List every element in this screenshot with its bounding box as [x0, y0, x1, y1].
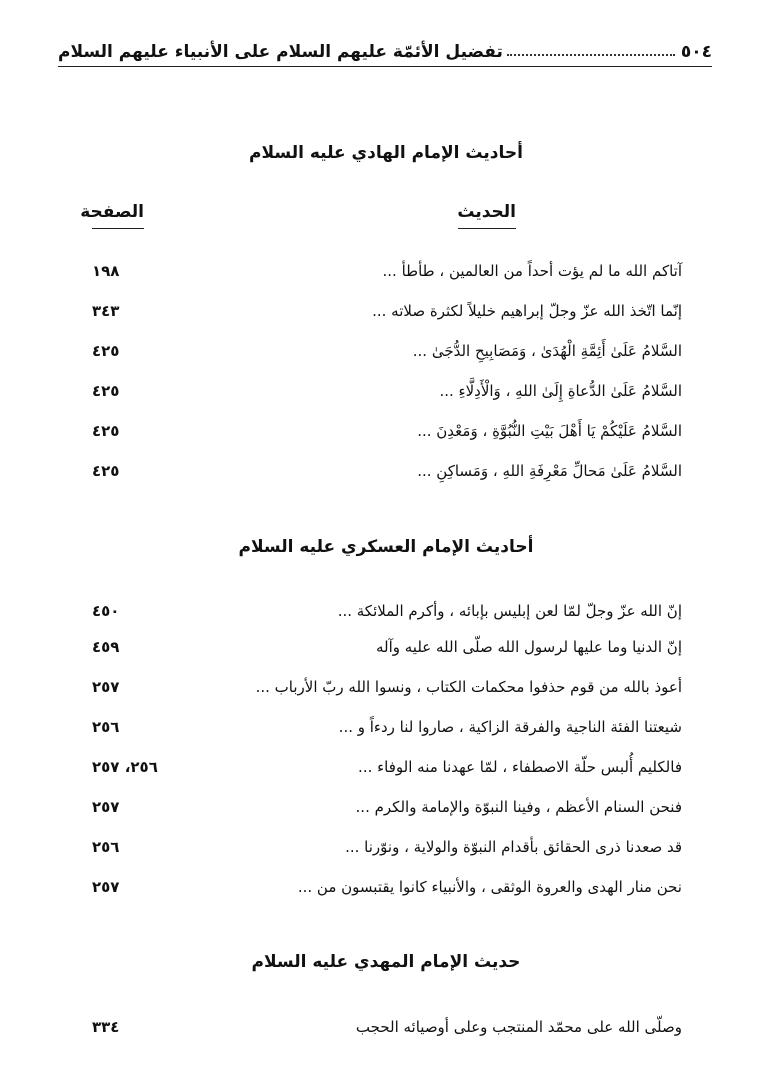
table-row: [0, 834, 772, 860]
header-title: تفضيل الأئمّة عليهم السلام على الأنبياء عليهم السلام: [58, 42, 503, 62]
column-header-hadith: الحديث: [458, 202, 516, 229]
section-title-mahdi: حديث الإمام المهدي عليه السلام: [251, 952, 521, 972]
column-header-page: الصفحة: [92, 202, 144, 229]
hadith-text: نحن منار الهدى والعروة الوثقى ، والأنبياء كانوا يقتبسون من ...: [297, 878, 682, 896]
hadith-text: إنّ الدنيا وما عليها لرسول الله صلّى الله عليه وآله: [375, 638, 682, 656]
page-ref: ٢٥٧: [92, 678, 120, 696]
page-ref: ٤٢٥: [92, 382, 120, 400]
table-row: [0, 874, 772, 900]
hadith-text: إنّما اتّخذ الله عزّ وجلّ إبراهيم خليلاً لكثرة صلاته ...: [372, 302, 682, 320]
page-ref: ٤٢٥: [92, 422, 120, 440]
section-title-hadi: أحاديث الإمام الهادي عليه السلام: [249, 143, 523, 163]
page-header: [58, 32, 712, 62]
table-row: [0, 714, 772, 740]
hadith-text: آتاكم الله ما لم يؤت أحداً من العالمين ، طأطأ ...: [382, 262, 682, 280]
page-ref: ٢٥٦، ٢٥٧: [92, 758, 158, 776]
hadith-text: السَّلامُ عَلَىٰ أَئِمَّةِ الْهُدَىٰ ، وَمَصَابِيحِ الدُّجَىٰ ...: [412, 342, 682, 360]
hadith-text: إنّ الله عزّ وجلّ لمّا لعن إبليس بإبائه ، وأكرم الملائكة ...: [337, 602, 682, 620]
hadith-text: قد صعدنا ذرى الحقائق بأقدام النبوّة والولاية ، ونوّرنا ...: [345, 838, 682, 856]
table-row: [0, 794, 772, 820]
page-ref: ٤٥٠: [92, 602, 120, 620]
table-row: [0, 258, 772, 284]
page-ref: ٣٤٣: [92, 302, 120, 320]
page-ref: ٤٢٥: [92, 342, 120, 360]
table-row: [0, 674, 772, 700]
table-row: [0, 458, 772, 484]
table-row: [0, 1014, 772, 1040]
hadith-text: أعوذ بالله من قوم حذفوا محكمات الكتاب ، ونسوا الله ربّ الأرباب ...: [255, 678, 682, 696]
hadith-text: السَّلامُ عَلَيْكُمْ يَا أَهْلَ بَيْتِ النُّبُوَّةِ ، وَمَعْدِنَ ...: [417, 422, 682, 440]
page-ref: ٢٥٦: [92, 838, 120, 856]
page-ref: ٤٥٩: [92, 638, 120, 656]
table-row: [0, 418, 772, 444]
table-row: [0, 298, 772, 324]
page-ref: ٤٢٥: [92, 462, 120, 480]
page-number: ٥٠٤: [680, 42, 712, 62]
table-row: [0, 598, 772, 624]
header-rule: [58, 66, 712, 67]
hadith-text: وصلّى الله على محمّد المنتجب وعلى أوصيائه الحجب: [355, 1018, 682, 1036]
hadith-text: فنحن السنام الأعظم ، وفينا النبوّة والإمامة والكرم ...: [355, 798, 682, 816]
hadith-text: فالكليم أُلبس حلّة الاصطفاء ، لمّا عهدنا منه الوفاء ...: [358, 758, 682, 776]
hadith-text: شيعتنا الفئة الناجية والفرقة الزاكية ، صاروا لنا ردءاً و ...: [338, 718, 682, 736]
page-ref: ٢٥٦: [92, 718, 120, 736]
page-ref: ٢٥٧: [92, 878, 120, 896]
table-row: [0, 634, 772, 660]
hadith-text: السَّلامُ عَلَىٰ الدُّعاةِ إِلَىٰ اللهِ ، وَالْأَدِلَّاءِ ...: [439, 382, 682, 400]
table-row: [0, 378, 772, 404]
table-row: [0, 754, 772, 780]
hadith-text: السَّلامُ عَلَىٰ مَحالِّ مَعْرِفَةِ اللهِ ، وَمَساكِنِ ...: [417, 462, 682, 480]
section-title-askari: أحاديث الإمام العسكري عليه السلام: [238, 537, 534, 557]
header-dot-leader: [507, 54, 675, 56]
page-ref: ٢٥٧: [92, 798, 120, 816]
page-ref: ١٩٨: [92, 262, 120, 280]
page-ref: ٣٣٤: [92, 1018, 120, 1036]
table-row: [0, 338, 772, 364]
